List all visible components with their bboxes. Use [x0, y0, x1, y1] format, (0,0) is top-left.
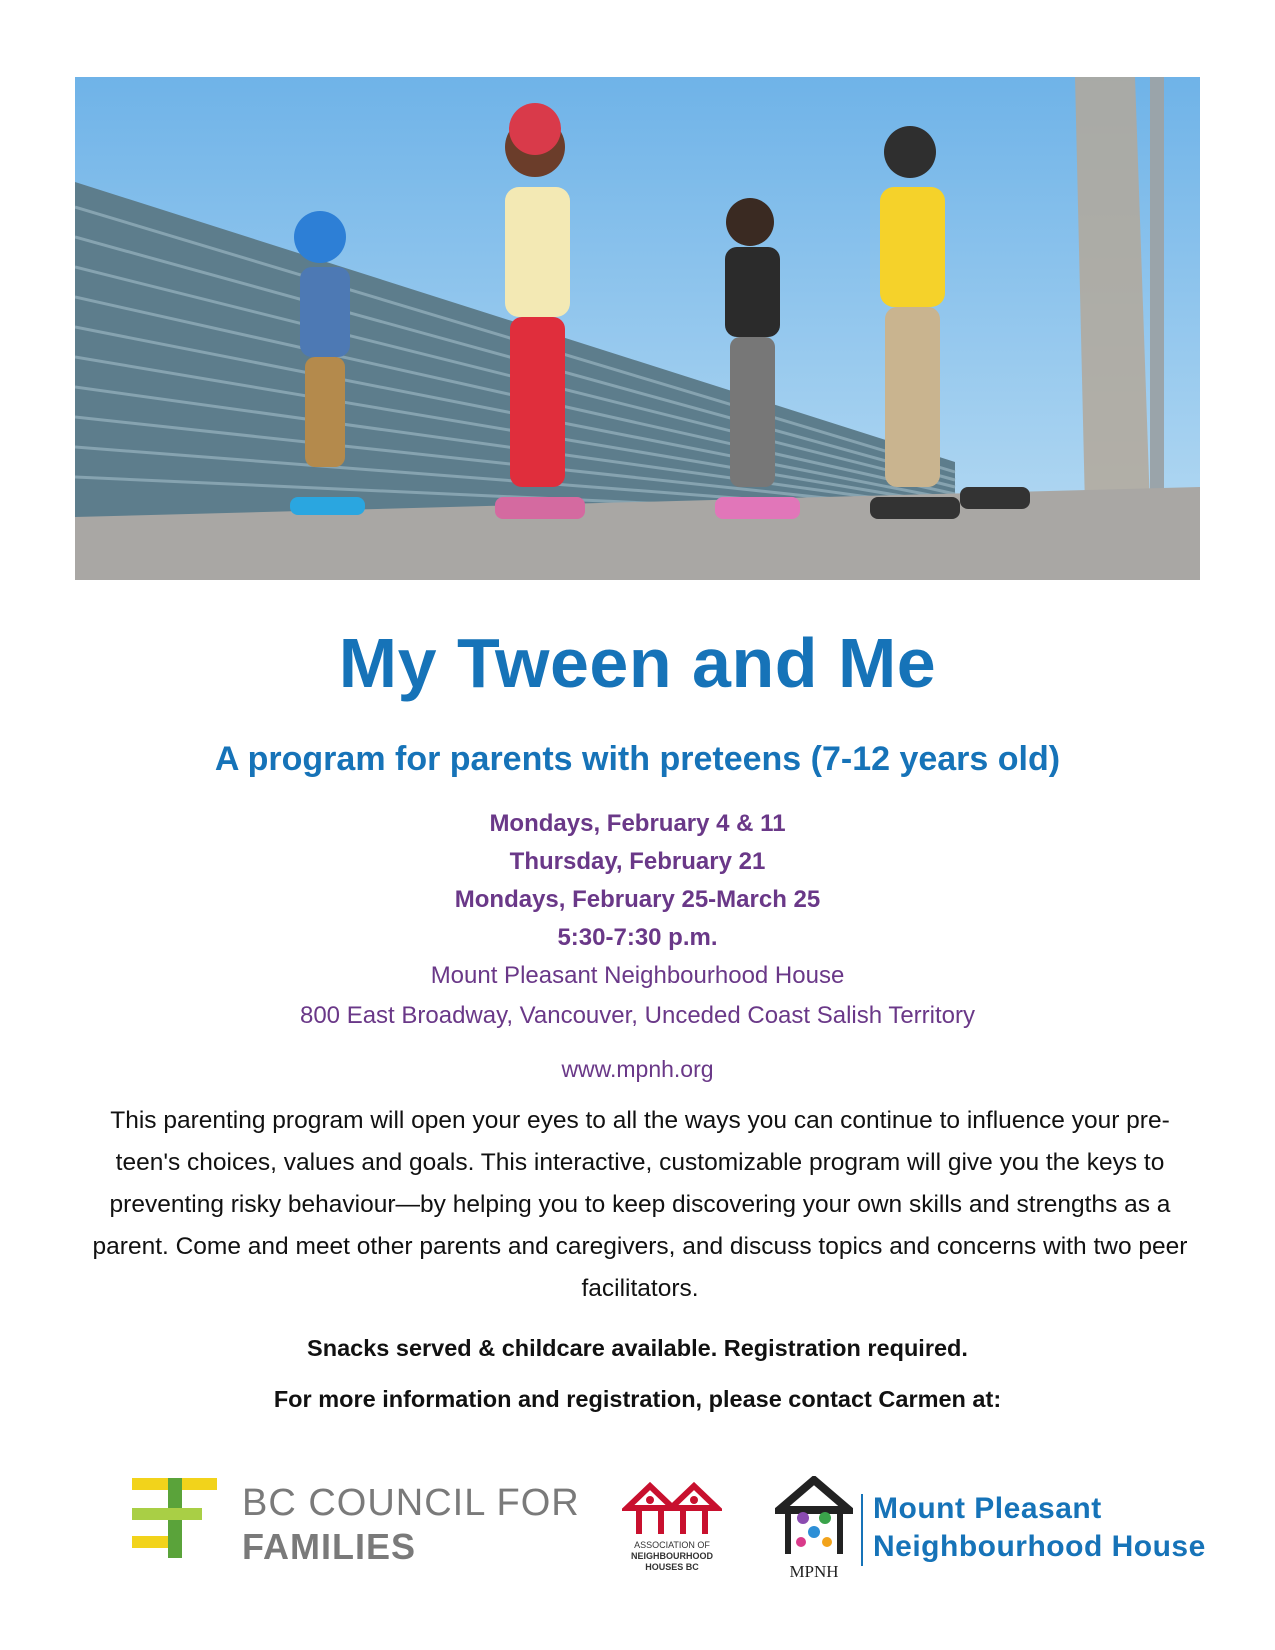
- schedule-line: Mondays, February 25-March 25: [454, 886, 821, 913]
- anh-text: ASSOCIATION OF NEIGHBOURHOOD HOUSES BC: [630, 1540, 713, 1572]
- hero-photo: [75, 77, 1200, 580]
- page-title: My Tween and Me: [338, 624, 937, 702]
- mpnh-divider: [861, 1494, 863, 1566]
- bccf-mark-icon: [132, 1478, 222, 1558]
- mpnh-abbr: MPNH: [789, 1562, 839, 1581]
- bccf-line1: BC COUNCIL FOR: [242, 1482, 580, 1524]
- schedule-line: Mondays, February 4 & 11: [489, 810, 786, 837]
- contact-note: For more information and registration, please contact Carmen at:: [273, 1386, 1002, 1412]
- snacks-note: Snacks served & childcare available. Registration required.: [307, 1335, 968, 1361]
- mpnh-name: Mount Pleasant Neighbourhood House: [873, 1492, 1206, 1563]
- page-subtitle: A program for parents with preteens (7-12 years old): [214, 740, 1061, 778]
- houses-icon: [622, 1478, 722, 1538]
- house-people-icon: [775, 1476, 853, 1560]
- schedule-line: Thursday, February 21: [509, 848, 766, 875]
- mpnh-logo: [775, 1476, 1205, 1581]
- kids-rollerblading-photo-icon: [75, 77, 1200, 580]
- website-link[interactable]: www.mpnh.org: [561, 1056, 714, 1082]
- venue-name: Mount Pleasant Neighbourhood House: [430, 962, 845, 989]
- association-neighbourhood-houses-logo: [622, 1478, 722, 1588]
- schedule-time: 5:30-7:30 p.m.: [557, 924, 718, 951]
- program-description: This parenting program will open your eyes to all the ways you can continue to influence your pre-teen's choices, values and goals. This interactive, customizable program will give you the keys to preventing risky behaviour—by helping you to keep discovering your own skills and strengths as a parent. Come and meet other parents and caregivers, and discuss topics and concerns with two peer facilitators.: [92, 1107, 1188, 1302]
- venue-address: 800 East Broadway, Vancouver, Unceded Coast Salish Territory: [299, 1002, 976, 1029]
- bccf-line2: FAMILIES: [242, 1526, 417, 1567]
- bc-council-for-families-logo: [132, 1478, 580, 1568]
